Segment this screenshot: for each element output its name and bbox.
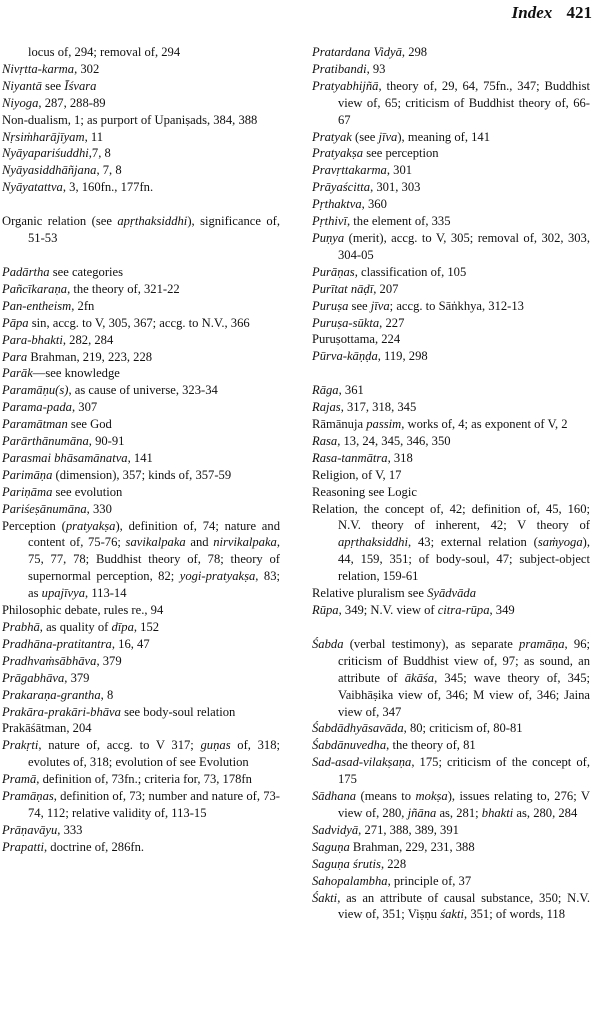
entry-term-italic: Para bbox=[2, 349, 28, 364]
entry-term-italic: Niyantā bbox=[2, 78, 42, 93]
entry-text: (see bbox=[351, 129, 379, 144]
index-entry bbox=[312, 315, 590, 332]
entry-text: , 360 bbox=[361, 197, 387, 212]
entry-term-italic: Prakaraṇa-grantha bbox=[2, 687, 101, 702]
index-entry bbox=[2, 298, 280, 315]
index-entry bbox=[2, 399, 280, 416]
entry-text: , 302 bbox=[74, 61, 100, 76]
index-entry bbox=[2, 332, 280, 349]
index-entry bbox=[2, 61, 280, 78]
entry-text: Prakāśātman, 204 bbox=[2, 721, 92, 736]
entry-text: , 301 bbox=[386, 163, 413, 178]
entry-text: Puruṣottama, 224 bbox=[312, 332, 401, 347]
entry-text: , 175; criticism of the concept of, 175 bbox=[338, 755, 590, 787]
entry-text: sin, accg. to V, 305, 367; accg. to N.V., 366 bbox=[28, 315, 250, 330]
entry-text: (merit), accg. to V, 305; removal of, 302, 303, 304-05 bbox=[338, 230, 590, 262]
entry-text: , 349; N.V. view of bbox=[338, 603, 438, 617]
entry-text: , 8 bbox=[100, 687, 114, 702]
index-entry bbox=[312, 298, 590, 315]
entry-text: ,7, 8 bbox=[88, 146, 111, 161]
section-gap bbox=[312, 619, 590, 636]
index-entry bbox=[312, 467, 590, 484]
entry-term-italic: Nyāyapariśuddhi bbox=[2, 146, 89, 161]
index-entry bbox=[2, 720, 280, 737]
entry-term-italic: Rasa bbox=[312, 433, 338, 448]
entry-text: , 379 bbox=[96, 653, 122, 668]
index-entry bbox=[312, 501, 590, 586]
entry-text: , the element of, 335 bbox=[346, 214, 451, 229]
entry-text: ), definition of, 74; nature and content of, 75-76; bbox=[28, 518, 280, 550]
entry-term-italic: Śabdānuvedha bbox=[312, 738, 387, 753]
index-column-left bbox=[2, 44, 280, 856]
index-entry bbox=[2, 670, 280, 687]
entry-text: , definition of, 73; number and nature of, 73-74, 112; relative validity of, 113-15 bbox=[28, 789, 280, 820]
entry-term-italic: bhakti bbox=[481, 805, 514, 820]
index-entry bbox=[312, 230, 590, 264]
entry-text: , 83; as bbox=[28, 569, 280, 601]
entry-term-italic: savikalpaka bbox=[125, 535, 186, 550]
running-title: Index bbox=[511, 3, 553, 22]
entry-term-italic: jñāna bbox=[407, 805, 437, 820]
entry-text: see perception bbox=[363, 146, 439, 161]
entry-text: , definition of, 73fn.; criteria for, 73, 178fn bbox=[36, 772, 252, 787]
entry-term-italic: Śakti bbox=[312, 890, 338, 905]
entry-term-italic: saṁyoga bbox=[537, 535, 583, 550]
entry-text: , 330 bbox=[86, 501, 112, 516]
index-entry bbox=[312, 484, 590, 501]
entry-text: , 13, 24, 345, 346, 350 bbox=[337, 433, 451, 448]
entry-term-italic: Rasa-tanmātra bbox=[312, 450, 388, 465]
entry-term-italic: Nyāyasiddhāñjana bbox=[2, 163, 97, 178]
entry-text: locus of, 294; removal of, 294 bbox=[28, 45, 181, 59]
index-entry bbox=[312, 213, 590, 230]
entry-term-italic: Puruṣa-sūkta bbox=[312, 315, 380, 330]
entry-term-italic: Rajas bbox=[312, 400, 341, 415]
entry-term-italic: Rāga bbox=[312, 383, 339, 398]
entry-text: see bbox=[41, 78, 65, 93]
entry-text: as, 280, 284 bbox=[513, 805, 578, 820]
index-entry bbox=[312, 196, 590, 213]
section-gap bbox=[312, 365, 590, 382]
index-entry bbox=[312, 873, 590, 890]
index-entry bbox=[312, 754, 590, 788]
entry-term-italic: Parama-pada bbox=[2, 400, 72, 415]
entry-text: Brahman, 219, 223, 228 bbox=[27, 349, 153, 364]
entry-text: Organic relation (see bbox=[2, 214, 118, 229]
entry-term-italic: jīva bbox=[378, 129, 398, 144]
entry-term-italic: Saguṇa bbox=[312, 839, 350, 854]
index-entry bbox=[312, 788, 590, 822]
index-entry bbox=[312, 331, 590, 348]
entry-text: , 96; criticism of Buddhist view of, 97; as sound, an attribute of bbox=[338, 636, 590, 685]
index-entry bbox=[2, 213, 280, 247]
entry-text: , works of, 4; as exponent of V, 2 bbox=[401, 417, 568, 432]
index-entry bbox=[2, 365, 280, 382]
entry-term-italic: Pramāṇas bbox=[2, 789, 54, 804]
entry-text: ), significance of, 51-53 bbox=[28, 214, 280, 246]
entry-term-italic: Nivṛtta-karma bbox=[2, 61, 75, 76]
entry-term-italic: Prakṛti bbox=[2, 738, 39, 753]
entry-text: , as quality of bbox=[39, 620, 112, 634]
entry-term-italic: Sahopalambha bbox=[312, 873, 388, 888]
entry-text: Religion, of V, 17 bbox=[312, 467, 402, 482]
entry-term-italic: Rūpa bbox=[312, 603, 339, 617]
index-entry bbox=[312, 737, 590, 754]
entry-term-italic: Sādhana bbox=[312, 789, 357, 804]
entry-term-italic: Paramāṇu(s) bbox=[2, 383, 69, 398]
entry-text: , 349 bbox=[489, 603, 515, 617]
entry-term-italic: Niyoga bbox=[2, 95, 39, 110]
index-entry bbox=[2, 44, 280, 61]
entry-term-italic: Pramā bbox=[2, 772, 37, 787]
entry-term-italic: Puruṣa bbox=[312, 298, 349, 313]
entry-text: , nature of, accg. to V 317; bbox=[38, 738, 201, 753]
index-entry bbox=[2, 382, 280, 399]
entry-term-italic: Parimāṇa bbox=[2, 467, 53, 482]
entry-term-italic: Parasmai bhāsamānatva bbox=[2, 450, 128, 465]
index-entry bbox=[2, 450, 280, 467]
index-entry bbox=[2, 112, 280, 129]
entry-term-italic: Pūrva-kāṇḍa bbox=[312, 349, 378, 364]
entry-term-italic: Nṛsiṁharājīyam bbox=[2, 129, 85, 144]
entry-term-italic: Pratyakṣa bbox=[312, 146, 364, 161]
index-entry bbox=[312, 382, 590, 399]
entry-text: , the theory of, 81 bbox=[386, 738, 476, 753]
entry-term-italic: Parāk bbox=[2, 366, 33, 381]
entry-text: Reasoning see Logic bbox=[312, 484, 417, 499]
entry-text: , 351; of words, 118 bbox=[464, 907, 565, 922]
entry-text: , 75, 77, 78; Buddhist theory of, 78; theory of supernormal perception, 82; bbox=[28, 535, 280, 584]
index-entry bbox=[2, 315, 280, 332]
entry-term-italic: Sad-asad-vilakṣaṇa bbox=[312, 755, 412, 770]
entry-text: , as an attribute of causal substance, 350; N.V. view of, 351; Viṣṇu bbox=[337, 890, 590, 922]
entry-term-italic: apṛthaksiddhi bbox=[338, 535, 408, 550]
index-entry bbox=[2, 619, 280, 636]
index-entry bbox=[2, 484, 280, 501]
entry-term-italic: Sadvidyā bbox=[312, 822, 359, 837]
index-entry bbox=[312, 433, 590, 450]
entry-term-italic: Śabda bbox=[312, 636, 344, 651]
entry-text: , 333 bbox=[57, 822, 83, 837]
index-entry bbox=[2, 788, 280, 822]
entry-term-italic: Śabdādhyāsavāda bbox=[312, 721, 404, 736]
entry-term-italic: Syādvāda bbox=[427, 586, 477, 601]
entry-term-italic: Parārthānumāna bbox=[2, 434, 89, 449]
entry-term-italic: Saguṇa śrutis bbox=[312, 856, 381, 871]
entry-text: (dimension), 357; kinds of, 357-59 bbox=[52, 467, 232, 482]
index-entry bbox=[312, 890, 590, 924]
index-entry bbox=[2, 771, 280, 788]
entry-text: , as cause of universe, 323-34 bbox=[68, 383, 218, 398]
entry-term-italic: Para-bhakti bbox=[2, 332, 63, 347]
entry-term-italic: Pṛthivī bbox=[312, 214, 347, 229]
entry-term-italic: yogi-pratyakṣa bbox=[179, 569, 256, 584]
entry-term-italic: Pratibandi bbox=[312, 61, 367, 76]
entry-term-italic: Purītat nāḍī bbox=[312, 281, 374, 296]
index-entry bbox=[2, 162, 280, 179]
entry-text: Rāmānuja bbox=[312, 417, 367, 432]
entry-text: , 379 bbox=[64, 670, 90, 685]
entry-term-italic: Padārtha bbox=[2, 264, 50, 279]
entry-text: (verbal testimony), as separate bbox=[343, 636, 520, 651]
index-entry bbox=[312, 162, 590, 179]
entry-term-italic: ākāśa bbox=[404, 670, 435, 685]
entry-text: , 287, 288-89 bbox=[38, 95, 106, 110]
entry-term-italic: Pṛthaktva bbox=[312, 197, 362, 212]
entry-text: (means to bbox=[356, 789, 416, 804]
entry-text: , 113-14 bbox=[85, 586, 127, 601]
index-entry bbox=[312, 416, 590, 433]
entry-text: , principle of, 37 bbox=[387, 873, 472, 888]
entry-text: and bbox=[185, 535, 214, 550]
page-number: 421 bbox=[566, 3, 592, 22]
entry-term-italic: pratyakṣa bbox=[65, 518, 116, 533]
entry-text: , 93 bbox=[366, 61, 386, 76]
entry-term-italic: Pañcīkaraṇa bbox=[2, 281, 68, 296]
entry-term-italic: Prāṇavāyu bbox=[2, 822, 58, 837]
entry-text: see body-soul relation bbox=[120, 704, 236, 719]
entry-term-italic: Pan-entheism bbox=[2, 298, 72, 313]
entry-term-italic: Prapatti bbox=[2, 839, 44, 854]
page-header bbox=[512, 0, 592, 30]
entry-text: Perception ( bbox=[2, 518, 66, 533]
section-gap bbox=[2, 247, 280, 264]
entry-text: , 43; external relation ( bbox=[407, 535, 538, 550]
entry-term-italic: Prakāra-prakāri-bhāva bbox=[2, 704, 121, 719]
index-entry bbox=[2, 704, 280, 721]
entry-text: , 317, 318, 345 bbox=[340, 400, 417, 415]
entry-text: ; accg. to Sāṅkhya, 312-13 bbox=[389, 298, 524, 313]
entry-text: , 80; criticism of, 80-81 bbox=[403, 721, 523, 736]
entry-text: , theory of, 29, 64, 75fn., 347; Buddhist view of, 65; criticism of Buddhist theory of, 66-67 bbox=[338, 78, 590, 127]
entry-text: , 3, 160fn., 177fn. bbox=[62, 180, 154, 195]
entry-text: , doctrine of, 286fn. bbox=[43, 839, 145, 854]
entry-term-italic: nirvikalpaka bbox=[213, 535, 277, 550]
entry-term-italic: Paramātman bbox=[2, 417, 68, 432]
index-entry bbox=[312, 129, 590, 146]
index-entry bbox=[312, 636, 590, 721]
entry-text: of, 318; evolutes of, 318; evolution of see Evolution bbox=[28, 738, 280, 770]
index-entry bbox=[2, 467, 280, 484]
index-entry bbox=[312, 61, 590, 78]
entry-text: as, 281; bbox=[436, 805, 482, 820]
entry-term-italic: passim bbox=[366, 417, 402, 432]
index-entry bbox=[2, 602, 280, 619]
entry-text: , 361 bbox=[338, 383, 364, 398]
index-entry bbox=[312, 264, 590, 281]
entry-text: see categories bbox=[49, 264, 124, 279]
index-entry bbox=[2, 179, 280, 196]
index-entry bbox=[2, 501, 280, 518]
entry-term-italic: Pratyabhijñā bbox=[312, 78, 379, 93]
index-entry bbox=[312, 585, 590, 602]
index-entry bbox=[312, 602, 590, 619]
index-entry bbox=[2, 433, 280, 450]
entry-term-italic: Nyāyatattva bbox=[2, 180, 63, 195]
entry-term-italic: Pratyak bbox=[312, 129, 352, 144]
index-entry bbox=[2, 518, 280, 603]
entry-term-italic: Pradhāna-pratitantra bbox=[2, 636, 112, 651]
entry-text: , 141 bbox=[127, 450, 153, 465]
index-entry bbox=[2, 129, 280, 146]
index-entry bbox=[2, 822, 280, 839]
index-entry bbox=[312, 839, 590, 856]
index-entry bbox=[312, 281, 590, 298]
index-entry bbox=[2, 95, 280, 112]
index-entry bbox=[2, 839, 280, 856]
index-entry bbox=[312, 822, 590, 839]
entry-text: , 307 bbox=[71, 400, 98, 415]
index-entry bbox=[312, 856, 590, 873]
index-entry bbox=[2, 653, 280, 670]
index-entry bbox=[312, 78, 590, 129]
entry-text: Relation, the concept of, 42; definition of, 45, 160; N.V. theory of inherent, 42; V theory of bbox=[312, 501, 590, 533]
entry-text: , 301, 303 bbox=[370, 180, 421, 195]
entry-term-italic: Purāṇas bbox=[312, 264, 355, 279]
entry-text: —see knowledge bbox=[32, 366, 120, 381]
index-entry bbox=[2, 737, 280, 771]
entry-term-italic: Pravṛttakarma bbox=[312, 163, 387, 178]
entry-text: Philosophic debate, rules re., 94 bbox=[2, 603, 164, 618]
entry-text: , the theory of, 321-22 bbox=[67, 281, 180, 296]
entry-text: , 119, 298 bbox=[377, 349, 428, 364]
entry-term-italic: upajīvya bbox=[41, 586, 86, 601]
entry-term-italic: Pradhvaṁsābhāva bbox=[2, 653, 97, 668]
entry-text: , 16, 47 bbox=[111, 636, 150, 651]
index-entry bbox=[312, 145, 590, 162]
entry-text: , 2fn bbox=[71, 298, 95, 313]
entry-text: ), 44, 159, 351; of body-soul, 47; subject-object relation, 159-61 bbox=[338, 535, 590, 584]
entry-text: Relative pluralism see bbox=[312, 586, 428, 601]
entry-text: , 152 bbox=[133, 620, 160, 634]
index-entry bbox=[312, 399, 590, 416]
entry-term-italic: Pratardana Vidyā bbox=[312, 45, 402, 59]
entry-term-italic: mokṣa bbox=[415, 789, 448, 804]
entry-term-italic: Prāyaścitta bbox=[312, 180, 371, 195]
entry-text: , 7, 8 bbox=[96, 163, 122, 178]
index-entry bbox=[2, 636, 280, 653]
index-entry bbox=[2, 145, 280, 162]
index-entry bbox=[2, 264, 280, 281]
index-column-right bbox=[312, 44, 590, 923]
entry-text: , 228 bbox=[380, 856, 407, 871]
entry-term-italic: Pāpa bbox=[2, 315, 29, 330]
entry-text: ), issues relating to, 276; V view of, 280, bbox=[338, 789, 590, 820]
entry-term-italic: Pariśeṣānumāna bbox=[2, 501, 87, 516]
entry-text: , 227 bbox=[379, 315, 405, 330]
entry-text: , 11 bbox=[84, 129, 104, 144]
entry-text: , 345; wave theory of, 345; Vaibhāṣika view of, 346; M view of, 346; Jaina view of, 347 bbox=[338, 670, 590, 719]
index-entry bbox=[2, 78, 280, 95]
entry-term-italic: apṛthaksiddhi bbox=[117, 214, 188, 229]
index-entry bbox=[2, 416, 280, 433]
entry-text: Brahman, 229, 231, 388 bbox=[349, 839, 475, 854]
entry-term-italic: dīpa bbox=[111, 620, 134, 634]
entry-term-italic: Prāgabhāva bbox=[2, 670, 65, 685]
index-entry bbox=[2, 349, 280, 366]
entry-term-italic: śakti bbox=[440, 907, 465, 922]
entry-term-italic: pramāṇa bbox=[519, 636, 565, 651]
entry-text: , 298 bbox=[401, 45, 428, 59]
entry-text: , 318 bbox=[387, 450, 413, 465]
entry-term-italic: Pariṇāma bbox=[2, 484, 53, 499]
entry-text: ), meaning of, 141 bbox=[397, 129, 491, 144]
index-entry bbox=[2, 687, 280, 704]
entry-text: see God bbox=[67, 417, 112, 432]
entry-text: , 271, 388, 389, 391 bbox=[358, 822, 459, 837]
index-entry bbox=[312, 720, 590, 737]
section-gap bbox=[2, 196, 280, 213]
entry-text: , 90-91 bbox=[88, 434, 125, 449]
entry-term-italic: Prabhā bbox=[2, 620, 40, 634]
index-entry bbox=[312, 44, 590, 61]
entry-text: see bbox=[348, 298, 371, 313]
index-entry bbox=[2, 281, 280, 298]
entry-term-italic: citra-rūpa bbox=[437, 603, 490, 617]
index-entry bbox=[312, 179, 590, 196]
entry-term-italic: Puṇya bbox=[312, 230, 345, 245]
index-entry bbox=[312, 348, 590, 365]
entry-text: , 207 bbox=[373, 281, 399, 296]
entry-text: , classification of, 105 bbox=[354, 264, 467, 279]
index-entry bbox=[312, 450, 590, 467]
entry-term-italic: Īśvara bbox=[64, 78, 97, 93]
entry-text: Non-dualism, 1; as purport of Upaniṣads, 384, 388 bbox=[2, 112, 258, 127]
entry-text: , 282, 284 bbox=[62, 332, 114, 347]
entry-text: see evolution bbox=[52, 484, 123, 499]
entry-term-italic: jīva bbox=[370, 298, 390, 313]
entry-term-italic: guṇas bbox=[200, 738, 231, 753]
